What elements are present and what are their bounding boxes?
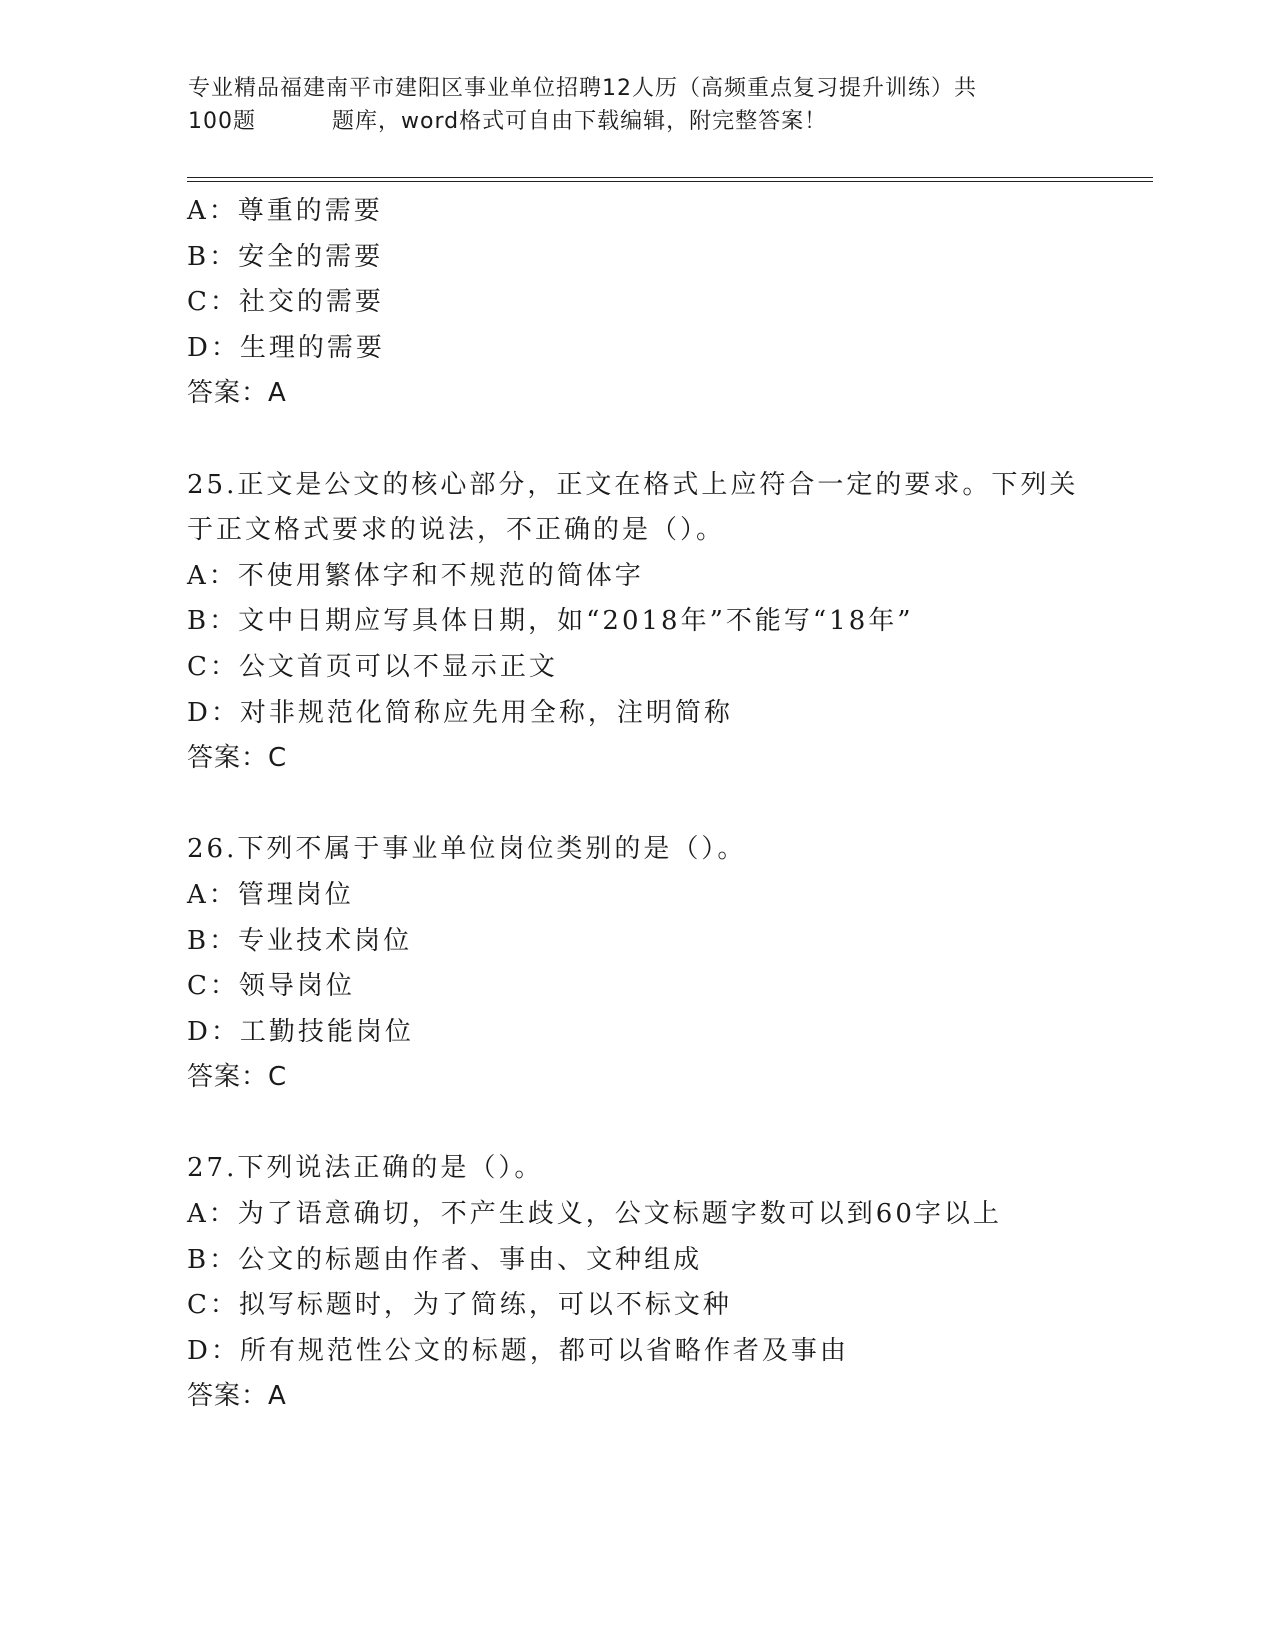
question-25 (187, 463, 1147, 782)
option-a: A：为了语意确切，不产生歧义，公文标题字数可以到60字以上 (187, 1199, 1002, 1230)
header-question-count: 100题 (188, 109, 256, 134)
header-line-2 (188, 105, 1088, 138)
option-c: C：社交的需要 (187, 287, 384, 318)
answer: 答案：A (187, 378, 287, 409)
question-stem-line-2: 于正文格式要求的说法，不正确的是（）。 (187, 515, 726, 546)
header-description: 题库，word格式可自由下载编辑，附完整答案！ (332, 109, 828, 134)
question-stem: 26.下列不属于事业单位岗位类别的是（）。 (187, 834, 747, 865)
option-d: D：对非规范化简称应先用全称，注明简称 (187, 697, 733, 728)
answer: 答案：A (187, 1381, 287, 1412)
option-c: C：领导岗位 (187, 971, 355, 1002)
option-b: B：公文的标题由作者、事由、文种组成 (187, 1244, 703, 1275)
question-27 (187, 1146, 1147, 1420)
answer: 答案：C (187, 1062, 288, 1093)
question-26 (187, 827, 1147, 1101)
question-stem: 27.下列说法正确的是（）。 (187, 1153, 544, 1184)
option-d: D：工勤技能岗位 (187, 1016, 414, 1047)
option-a: A：不使用繁体字和不规范的简体字 (187, 560, 644, 591)
option-c: C：拟写标题时，为了简练，可以不标文种 (187, 1290, 732, 1321)
header-rule-top (187, 177, 1153, 178)
document-header (188, 72, 1088, 138)
header-rule-bottom (187, 181, 1153, 182)
header-line-1: 专业精品福建南平市建阳区事业单位招聘12人历（高频重点复习提升训练）共 (188, 76, 977, 101)
option-d: D：所有规范性公文的标题，都可以省略作者及事由 (187, 1335, 849, 1366)
question-stem-line-1: 25.正文是公文的核心部分，正文在格式上应符合一定的要求。下列关 (187, 469, 1079, 500)
option-a: A：管理岗位 (187, 879, 354, 910)
option-a: A：尊重的需要 (187, 196, 383, 226)
option-c: C：公文首页可以不显示正文 (187, 651, 558, 682)
answer: 答案：C (187, 743, 288, 774)
option-d: D：生理的需要 (187, 332, 385, 363)
option-b: B：专业技术岗位 (187, 925, 413, 956)
question-list (187, 189, 1147, 1420)
question-24 (187, 189, 1147, 417)
option-b: B：安全的需要 (187, 241, 384, 272)
option-b: B：文中日期应写具体日期，如“2018年”不能写“18年” (187, 606, 914, 637)
